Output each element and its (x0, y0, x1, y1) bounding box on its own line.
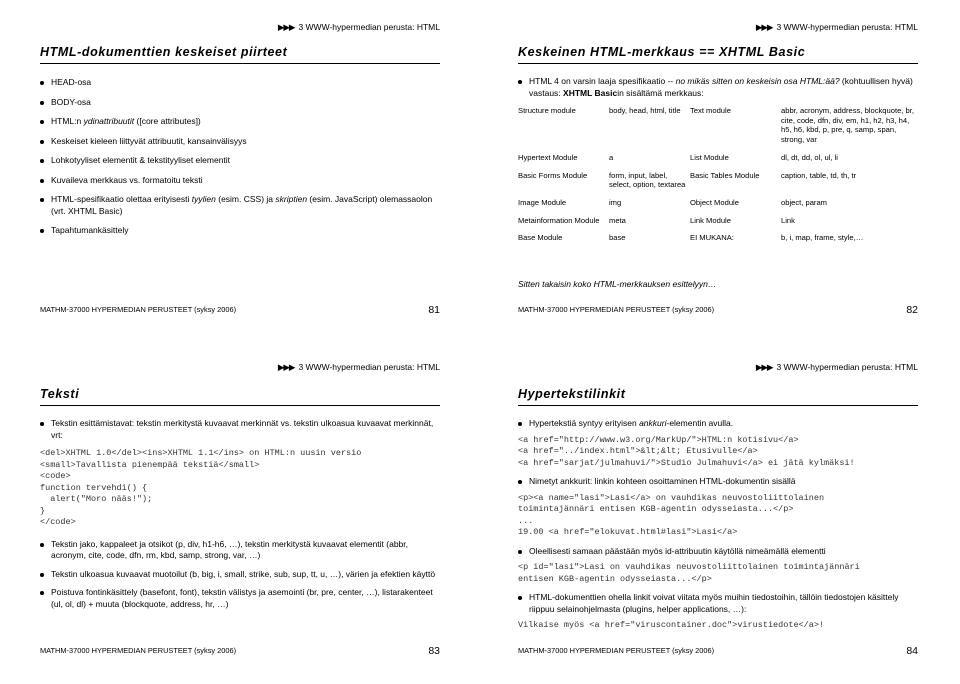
bullet-icon (518, 480, 522, 484)
table-row (518, 198, 918, 216)
module-elements: body, head, html, title (609, 106, 681, 115)
code-sample: <del>XHTML 1.0</del><ins>XHTML 1.1</ins> on HTML:n uusin versio <small>Tavallista pienempää tekstiä</small> <code> function tervehdi() { alert("Moro nääs!"); } </code> (40, 448, 362, 527)
slide-84 (518, 340, 918, 680)
bullet-icon (40, 120, 44, 124)
code-sample: <p><a name="lasi">Lasi</a> on vauhdikas neuvostoliittolainen toimintajännäri entisen KGB-agentin odysseiasta...</p> ... 19.00 <a href="elokuvat.html#lasi">Lasi</a> (518, 492, 825, 537)
list-item: Kuvaileva merkkaus vs. formatoitu teksti (40, 175, 440, 187)
module-name: Metainformation Module (518, 215, 600, 225)
slide-footer: MATHM-37000 HYPERMEDIAN PERUSTEET (syksy 2006) (40, 305, 237, 314)
module-name: Basic Forms Module (518, 170, 588, 180)
table-row (518, 233, 918, 251)
module-elements: img (609, 197, 622, 207)
bullet-icon (40, 81, 44, 85)
list-item: HTML 4 on varsin laaja spesifikaatio -- no mikäs sitten on keskeisin osa HTML:ää? (kohtuullisen hyvä) vastaus: XHTML Basicin sisältämä merkkaus: (518, 76, 918, 99)
triangle-arrows-icon: ▶▶▶ (277, 362, 295, 372)
list-item: BODY-osa (40, 97, 440, 109)
list-item: Tekstin ulkoasua kuvaavat muotoilut (b, big, i, small, strike, sub, sup, tt, u, …), värien ja efektien käyttö (40, 569, 440, 581)
bullet-icon (518, 550, 522, 554)
module-elements: object, param (781, 197, 828, 207)
page-number: 81 (428, 304, 440, 316)
bullet-list (40, 418, 440, 610)
page-number: 83 (428, 645, 440, 657)
slide-title: Keskeinen HTML-merkkaus == XHTML Basic (518, 45, 806, 59)
list-item: Lohkotyyliset elementit & tekstityyliset elementit (40, 155, 440, 167)
bullet-icon (40, 543, 44, 547)
slide-title: HTML-dokumenttien keskeiset piirteet (40, 45, 288, 59)
table-row (518, 171, 918, 198)
list-item: Nimetyt ankkurit: linkin kohteen osoittaminen HTML-dokumentin sisällä (518, 476, 918, 488)
code-sample: <p id="lasi">Lasi on vauhdikas neuvostoliittolainen toimintajännäri entisen KGB-agentin odysseiasta...</p> (518, 562, 860, 584)
bullet-icon (518, 422, 522, 426)
module-elements: a (609, 152, 614, 162)
page-number: 84 (906, 645, 918, 657)
slide-title: Hypertekstilinkit (518, 387, 626, 401)
bullet-list (518, 418, 918, 632)
slide-title: Teksti (40, 387, 80, 401)
list-item: Tapahtumankäsittely (40, 225, 440, 237)
module-elements: abbr, acronym, address, blockquote, br, cite, code, dfn, div, em, h1, h2, h3, h4, h5, h6, kbd, p, pre, q, samp, span, strong, var (781, 106, 914, 145)
title-divider (518, 405, 918, 406)
title-divider (518, 63, 918, 64)
list-item: HTML-dokumenttien ohella linkit voivat viitata myös muihin tiedostoihin, tällöin tiedostojen käsittely riippuu selainohjelmasta (plugins, helper applications, …): (518, 592, 918, 615)
triangle-arrows-icon: ▶▶▶ (755, 362, 773, 372)
module-elements: Link (781, 215, 795, 225)
module-name: Basic Tables Module (690, 170, 760, 180)
module-elements: dl, dt, dd, ol, ul, li (781, 152, 838, 162)
list-item: HTML-spesifikaatio olettaa erityisesti tyylien (esim. CSS) ja skriptien (esim. JavaScript) olemassaolon (vrt. XHTML Basic) (40, 194, 440, 217)
title-divider (40, 63, 440, 64)
module-name: Image Module (518, 197, 567, 207)
bullet-icon (40, 101, 44, 105)
module-name: List Module (690, 152, 729, 162)
list-item: Hypertekstiä syntyy erityisen ankkuri-elementin avulla. (518, 418, 918, 430)
bullet-icon (518, 80, 522, 84)
module-name: Hypertext Module (518, 152, 578, 162)
module-name: Link Module (690, 215, 731, 225)
modules-table (518, 106, 918, 251)
module-elements: base (609, 233, 626, 243)
module-elements: caption, table, td, th, tr (781, 170, 857, 180)
module-elements: form, input, label, select, option, textarea (609, 170, 686, 190)
bullet-icon (40, 198, 44, 202)
slide-header (756, 362, 918, 373)
bullet-icon (40, 573, 44, 577)
slide-83 (40, 340, 440, 680)
bullet-icon (40, 422, 44, 426)
module-elements: b, i, map, frame, style,… (781, 233, 864, 243)
bullet-icon (40, 591, 44, 595)
bullet-icon (518, 596, 522, 600)
bullet-icon (40, 140, 44, 144)
bullet-list (518, 76, 918, 99)
closing-note: Sitten takaisin koko HTML-merkkauksen esittelyyn… (518, 279, 717, 289)
slide-header (756, 22, 918, 33)
list-item: Tekstin jako, kappaleet ja otsikot (p, div, h1-h6, …), tekstin merkitystä kuvaavat elementit (abbr, acronym, cite, code, dfn, rm, kbd, samp, strong, var, …) (40, 539, 440, 562)
slide-header (278, 22, 440, 33)
module-name: Structure module (518, 106, 576, 115)
header-text: 3 WWW-hypermedian perusta: HTML (776, 362, 918, 372)
code-sample: Vilkaise myös <a href="viruscontainer.doc">virustiedote</a>! (518, 620, 825, 630)
triangle-arrows-icon: ▶▶▶ (277, 22, 295, 32)
list-item: Tekstin esittämistavat: tekstin merkitystä kuvaavat merkinnät vs. tekstin ulkoasua kuvaavat merkinnät, vrt: (40, 418, 440, 441)
slide-82 (518, 0, 918, 330)
slide-81 (40, 0, 440, 330)
module-name: Object Module (690, 197, 739, 207)
list-item: Oleellisesti samaan päästään myös id-attribuutin käytöllä nimeämällä elementti (518, 546, 918, 558)
header-text: 3 WWW-hypermedian perusta: HTML (298, 362, 440, 372)
module-elements: meta (609, 215, 626, 225)
triangle-arrows-icon: ▶▶▶ (755, 22, 773, 32)
list-item: Poistuva fontinkäsittely (basefont, font), tekstin välistys ja asemointi (br, pre, center, …), listarakenteet (ul, ol, dl) + muuta (blockquote, address, hr, …) (40, 587, 440, 610)
slide-footer: MATHM-37000 HYPERMEDIAN PERUSTEET (syksy 2006) (40, 646, 237, 655)
table-row (518, 216, 918, 234)
slide-footer: MATHM-37000 HYPERMEDIAN PERUSTEET (syksy 2006) (518, 646, 715, 655)
code-sample: <a href="http://www.w3.org/MarkUp/">HTML:n kotisivu</a> <a href="../index.html">&lt;&lt; Etusivulle</a> <a href="sarjat/julmahuvi/">Studio Julmahuvi</a> ei jätä kylmäksi! (518, 434, 855, 468)
title-divider (40, 405, 440, 406)
header-text: 3 WWW-hypermedian perusta: HTML (776, 22, 918, 32)
slide-header (278, 362, 440, 373)
module-name: Text module (690, 106, 731, 115)
header-text: 3 WWW-hypermedian perusta: HTML (298, 22, 440, 32)
module-name: Base Module (518, 233, 563, 243)
list-item: HTML:n ydinattribuutit ([core attributes]) (40, 116, 440, 128)
table-row (518, 106, 918, 153)
module-name: EI MUKANA: (690, 233, 734, 243)
list-item: Keskeiset kieleen liittyvät attribuutit, kansainvälisyys (40, 136, 440, 148)
bullet-icon (40, 179, 44, 183)
list-item: HEAD-osa (40, 77, 440, 89)
bullet-icon (40, 159, 44, 163)
bullet-icon (40, 229, 44, 233)
table-row (518, 153, 918, 171)
page-number: 82 (906, 304, 918, 316)
slide-footer: MATHM-37000 HYPERMEDIAN PERUSTEET (syksy 2006) (518, 305, 715, 314)
bullet-list (40, 77, 440, 237)
